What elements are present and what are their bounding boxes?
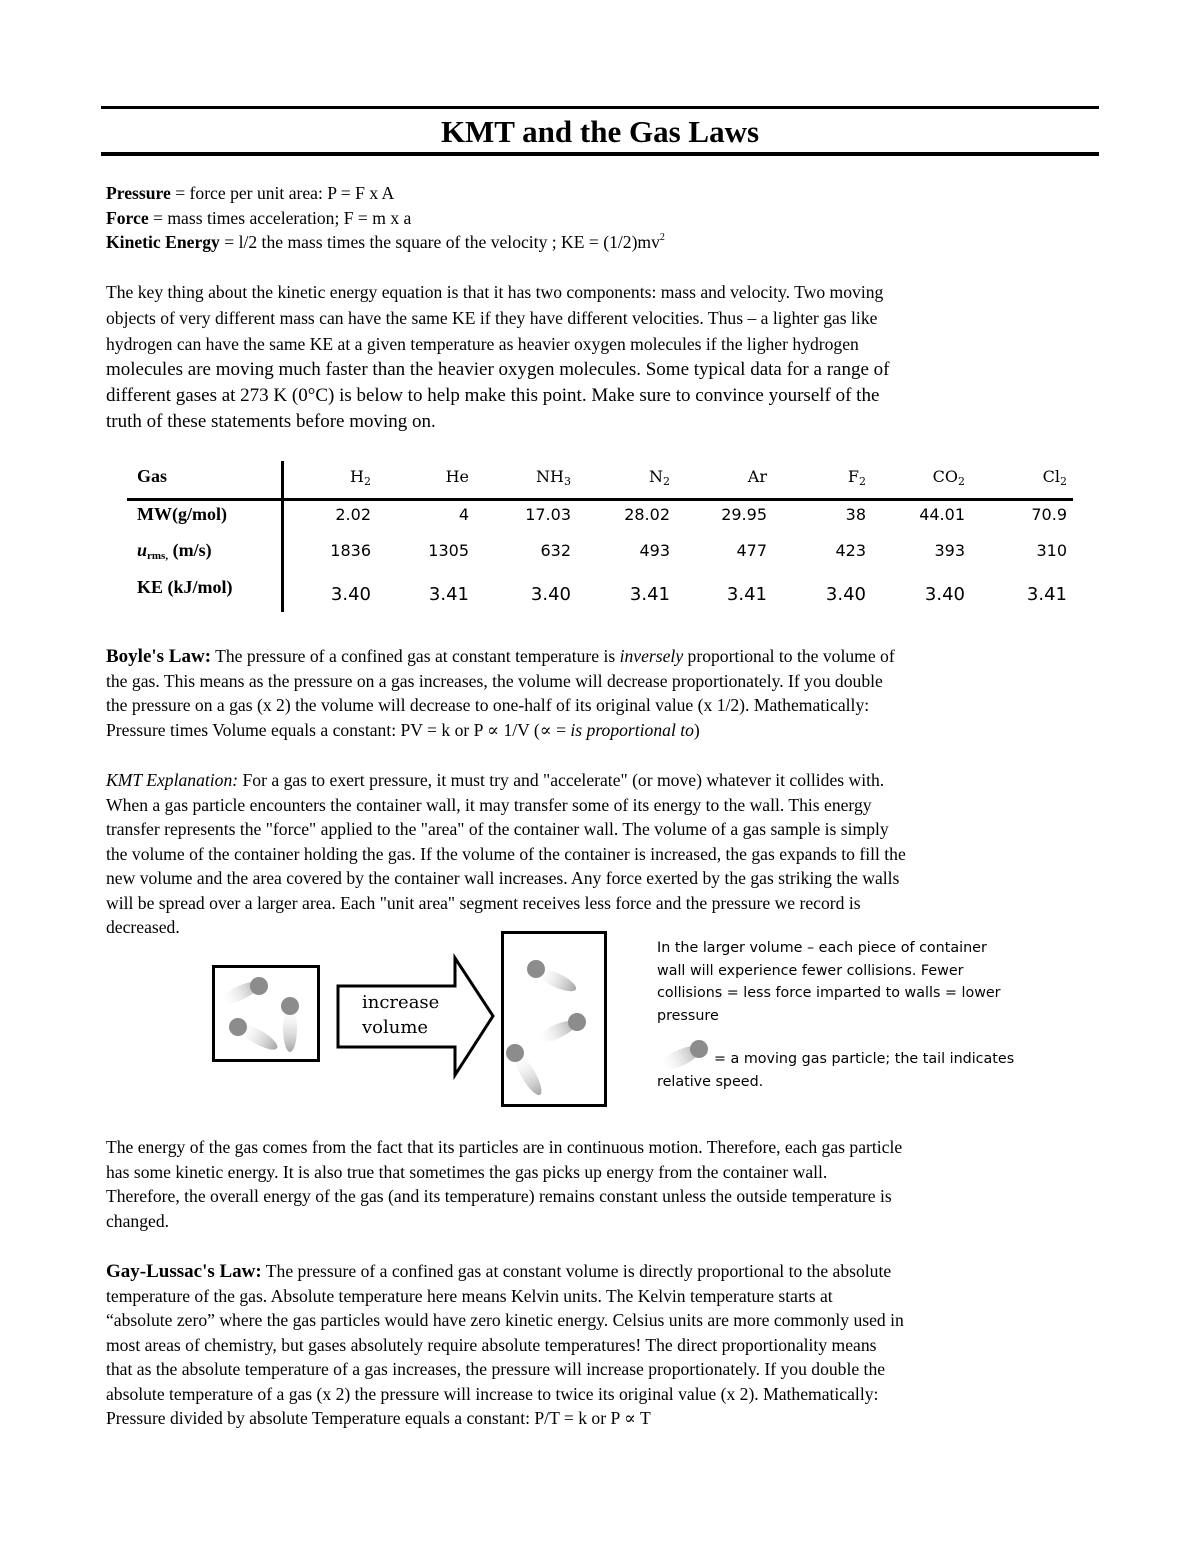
table-cell: 3.41: [428, 584, 469, 605]
table-row-label: $u_{rms,}$ (m/s): [137, 540, 212, 562]
table-cell: 3.40: [530, 584, 571, 605]
definition-text: = l/2 the mass times the square of the velocity ; KE = (1/2)mv: [219, 232, 660, 252]
table-cell: 4: [458, 505, 469, 524]
paragraph-line: new volume and the area covered by the container wall increases. Any force exerted by the gas striking the walls: [106, 868, 900, 888]
diagram-note: [657, 937, 1077, 1027]
definition-text: = mass times acceleration; F = m x a: [148, 207, 412, 228]
paragraph-line: When a gas particle encounters the container wall, it may transfer some of its energy to the wall. This energy: [106, 794, 872, 815]
paragraph-line: Therefore, the overall energy of the gas (and its temperature) remains constant unless the outside temperature is: [106, 1186, 892, 1206]
paragraph-line: hydrogen can have the same KE at a given temperature as heavier oxygen molecules if the ligher hydrogen: [106, 334, 859, 354]
paragraph-line: that as the absolute temperature of a gas increases, the pressure will increase proportionately. If you double the: [106, 1359, 886, 1379]
paragraph-line: Pressure times Volume equals a constant: PV = k or P ∝ 1/V (∝ = is proportional to): [106, 719, 700, 740]
paragraph-line: changed.: [106, 1210, 170, 1231]
note-line: collisions = less force imparted to walls = lower: [657, 985, 1001, 1002]
table-header-cell: $CO_2$: [932, 467, 965, 488]
table-cell: 44.01: [919, 505, 965, 524]
table-cell: 493: [639, 541, 670, 560]
paragraph-line: the gas. This means as the pressure on a gas increases, the volume will decrease proportionately. If you double: [106, 670, 883, 691]
table-cell: 3.40: [924, 584, 965, 605]
paragraph-line: truth of these statements before moving on.: [106, 411, 436, 432]
table-cell: 3.41: [726, 584, 767, 605]
table-header-cell: $H_2$: [350, 467, 371, 488]
note-line: In the larger volume – each piece of container: [657, 940, 987, 956]
table-cell: 38: [845, 505, 866, 524]
kmt-label: KMT Explanation:: [106, 770, 239, 790]
paragraph-line: Pressure divided by absolute Temperature equals a constant: P/T = k or P ∝ T: [106, 1408, 651, 1428]
table-header-cell: $N_2$: [649, 467, 670, 488]
paragraph-line: temperature of the gas. Absolute temperature here means Kelvin units. The Kelvin temperature starts at: [106, 1285, 833, 1306]
definition-term: Pressure: [106, 183, 171, 203]
paragraph-line: will be spread over a larger area. Each "unit area" segment receives less force and the pressure we record is: [106, 892, 861, 913]
particle-icon: [506, 1044, 546, 1098]
paragraph-line: has some kinetic energy. It is also true that sometimes the gas picks up energy from the container wall.: [106, 1161, 828, 1182]
table-cell: 3.40: [330, 584, 371, 605]
table-row-label: KE (kJ/mol): [137, 577, 233, 597]
table-header-cell: Ar: [747, 467, 767, 486]
table-cell: 632: [540, 541, 571, 560]
paragraph-line: “absolute zero” where the gas particles would have zero kinetic energy. Celsius units are more commonly used in: [106, 1310, 904, 1330]
particle-icon: [281, 997, 299, 1052]
table-cell: 70.9: [1031, 505, 1067, 524]
paragraph-line: the pressure on a gas (x 2) the volume will decrease to one-half of its original value (x 1/2). Mathematically:: [106, 695, 870, 715]
page-title: KMT and the Gas Laws: [440, 114, 760, 149]
particle-icon: [229, 1018, 281, 1054]
table-cell: 310: [1036, 541, 1067, 560]
energy-paragraph: [106, 1135, 1096, 1233]
paragraph-line: the volume of the container holding the gas. If the volume of the container is increased, the gas expands to fill the: [106, 843, 906, 864]
note-line: wall will experience fewer collisions. Fewer: [657, 962, 964, 979]
paragraph-line: molecules are moving much faster than the heavier oxygen molecules. Some typical data for a range of: [106, 359, 890, 380]
table-cell: 2.02: [335, 505, 371, 524]
table-cell: 28.02: [624, 505, 670, 524]
table-header-cell: $F_2$: [847, 467, 866, 488]
table-cell: 393: [934, 541, 965, 560]
paragraph-line: The key thing about the kinetic energy equation is that it has two components: mass and velocity. Two moving: [106, 282, 884, 302]
particle-legend: [657, 1048, 1087, 1093]
legend-text: = a moving gas particle; the tail indicates: [714, 1051, 1015, 1067]
table-cell: 3.41: [629, 584, 670, 605]
arrow-label: increase volume: [362, 992, 440, 1038]
table-cell: 477: [736, 541, 767, 560]
table-cell: 3.40: [825, 584, 866, 605]
paragraph-line: decreased.: [106, 917, 180, 937]
table-cell: 423: [835, 541, 866, 560]
particle-icon: [527, 960, 579, 996]
table-header-cell: $NH_3$: [536, 467, 571, 488]
paragraph-line: most areas of chemistry, but gases absolutely require absolute temperatures! The direct proportionality means: [106, 1334, 877, 1355]
section-heading: Boyle's Law:: [106, 646, 212, 667]
section-heading: Gay-Lussac's Law:: [106, 1261, 262, 1282]
table-cell: 29.95: [721, 505, 767, 524]
paragraph-line: absolute temperature of a gas (x 2) the pressure will increase to twice its original value (x 2). Mathematically:: [106, 1383, 879, 1404]
superscript: 2: [659, 232, 665, 243]
table-row-label: MW(g/mol): [137, 504, 227, 524]
table-cell: 1836: [330, 541, 371, 560]
paragraph-line: objects of very different mass can have the same KE if they have different velocities. Thus – a lighter gas like: [106, 308, 878, 328]
table-cell: 17.03: [525, 505, 571, 524]
particle-icon: [217, 977, 268, 1009]
table-cell: 3.41: [1026, 584, 1067, 605]
paragraph-line: transfer represents the "force" applied to the "area" of the container wall. The volume of a gas sample is simply: [106, 819, 889, 839]
paragraph-line: different gases at 273 K (0°C) is below to help make this point. Make sure to convince yourself of the: [106, 385, 880, 406]
paragraph-line: The energy of the gas comes from the fact that its particles are in continuous motion. Therefore, each gas particle: [106, 1137, 903, 1157]
legend-text: relative speed.: [657, 1073, 764, 1090]
paragraph-line: Gay-Lussac's Law: The pressure of a confined gas at constant volume is directly proportional to the absolute: [106, 1261, 892, 1282]
definition-term: Kinetic Energy: [106, 232, 220, 252]
gay-lussacs-law-section: [106, 1259, 1096, 1431]
table-cell: 1305: [428, 541, 469, 560]
particle-icon: [533, 1013, 586, 1048]
table-header-label: Gas: [137, 466, 168, 486]
note-line: pressure: [657, 1007, 719, 1024]
definition-text: = force per unit area: P = F x A: [170, 183, 395, 203]
table-header-cell: $Cl_2$: [1042, 467, 1067, 488]
paragraph-line: KMT Explanation: For a gas to exert pressure, it must try and "accelerate" (or move) whatever it collides with.: [106, 770, 885, 790]
definition-term: Force: [106, 207, 149, 228]
table-header-cell: He: [445, 467, 469, 486]
paragraph-line: Boyle's Law: The pressure of a confined gas at constant temperature is inversely proportional to the volume of: [106, 646, 895, 667]
